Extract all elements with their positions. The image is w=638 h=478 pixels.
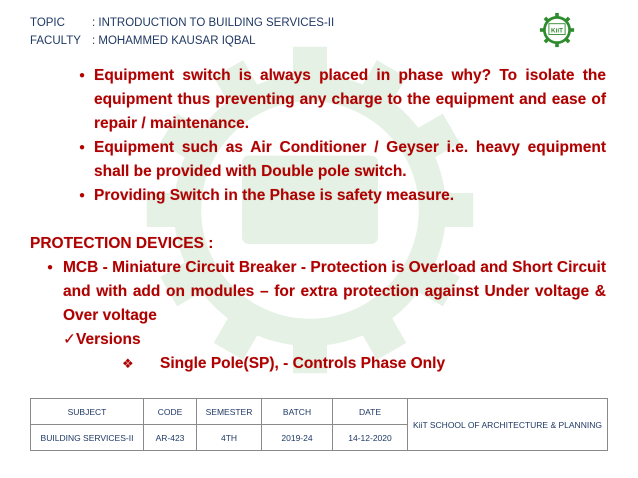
- list-item: [30, 64, 606, 136]
- slide-header: [30, 14, 334, 50]
- bullet-dot-icon: ●: [79, 190, 86, 201]
- table-header-cell: SEMESTER: [197, 399, 262, 425]
- table-cell: 2019-24: [262, 425, 333, 451]
- list-item: [30, 352, 606, 376]
- section-title: PROTECTION DEVICES :: [30, 235, 214, 252]
- bullet-text: Equipment such as Air Conditioner / Geyser i.e. heavy equipment shall be provided with Double pole switch.: [94, 139, 606, 180]
- diamond-bullet-icon: ❖: [122, 356, 134, 371]
- slide-content: [30, 64, 606, 376]
- footer-table: [30, 398, 608, 451]
- bullet-dot-icon: ●: [79, 70, 86, 81]
- list-item: [30, 136, 606, 184]
- bullet-dot-icon: ●: [79, 142, 86, 153]
- table-row: [31, 399, 608, 425]
- table-header-cell: CODE: [144, 399, 197, 425]
- topic-key: TOPIC: [30, 17, 65, 29]
- versions-label: Versions: [76, 331, 141, 348]
- table-header-cell: SUBJECT: [31, 399, 144, 425]
- school-name-cell: KiiT SCHOOL OF ARCHITECTURE & PLANNING: [408, 399, 608, 451]
- kiit-logo: [539, 12, 575, 48]
- topic-value: : INTRODUCTION TO BUILDING SERVICES-II: [92, 17, 335, 29]
- faculty-value: : MOHAMMED KAUSAR IQBAL: [92, 35, 256, 47]
- version-item: Single Pole(SP), - Controls Phase Only: [160, 355, 446, 372]
- bullet-text: Providing Switch in the Phase is safety measure.: [94, 187, 455, 204]
- logo-text: KiiT: [551, 27, 563, 35]
- table-cell: AR-423: [144, 425, 197, 451]
- bullet-text: Equipment switch is always placed in phase why? To isolate the equipment thus preventing any charge to the equipment and ease of repair / maintenance.: [94, 67, 606, 132]
- table-cell: 14-12-2020: [333, 425, 408, 451]
- mcb-text: MCB - Miniature Circuit Breaker - Protection is Overload and Short Circuit and with add on modules – for extra protection against Under voltage & Over voltage: [63, 259, 606, 324]
- list-item: [30, 184, 606, 208]
- list-item: [30, 256, 606, 328]
- bullet-dot-icon: ●: [47, 262, 54, 273]
- table-header-cell: BATCH: [262, 399, 333, 425]
- faculty-key: FACULTY: [30, 35, 81, 47]
- table-cell: 4TH: [197, 425, 262, 451]
- checkmark-icon: ✓: [63, 331, 76, 348]
- table-cell: BUILDING SERVICES-II: [31, 425, 144, 451]
- list-item: [30, 328, 606, 352]
- table-header-cell: DATE: [333, 399, 408, 425]
